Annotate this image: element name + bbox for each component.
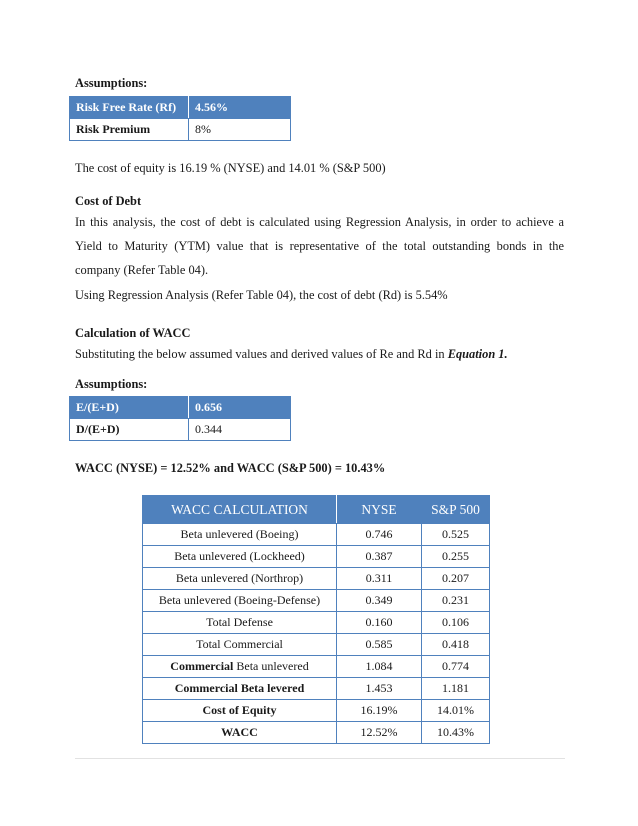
row-label: Beta unlevered (Northrop) — [143, 568, 337, 590]
row-label: Cost of Equity — [143, 700, 337, 722]
wacc-section-heading: Calculation of WACC — [75, 326, 191, 340]
row-label-bold: Commercial — [170, 659, 234, 673]
wacc-calculation-table — [142, 495, 490, 744]
row-label: Beta unlevered (Boeing) — [143, 524, 337, 546]
assumption-label: Risk Premium — [70, 119, 189, 141]
assumptions-heading-2: Assumptions: — [75, 377, 148, 391]
nyse-value: 0.387 — [337, 546, 422, 568]
footer-divider — [75, 758, 565, 759]
assumption-label: E/(E+D) — [70, 397, 189, 419]
sp500-value: 0.525 — [422, 524, 490, 546]
nyse-value: 1.084 — [337, 656, 422, 678]
assumptions-table-2 — [69, 396, 291, 441]
sp500-value: 0.106 — [422, 612, 490, 634]
table-row — [143, 590, 490, 612]
cost-of-equity-sentence: The cost of equity is 16.19 % (NYSE) and 14.01 % (S&P 500) — [75, 161, 386, 175]
table-row — [70, 97, 291, 119]
assumptions-heading-1: Assumptions: — [75, 76, 148, 90]
table-row — [143, 722, 490, 744]
nyse-value: 0.585 — [337, 634, 422, 656]
assumption-value: 0.344 — [189, 419, 291, 441]
table-row — [143, 546, 490, 568]
table-row — [143, 612, 490, 634]
nyse-value: 0.746 — [337, 524, 422, 546]
table-row — [143, 568, 490, 590]
table-row — [143, 634, 490, 656]
row-label: WACC — [143, 722, 337, 744]
assumption-value: 0.656 — [189, 397, 291, 419]
nyse-value: 16.19% — [337, 700, 422, 722]
assumption-label: Risk Free Rate (Rf) — [70, 97, 189, 119]
wacc-section-intro — [75, 342, 508, 366]
sp500-value: 10.43% — [422, 722, 490, 744]
assumption-value: 4.56% — [189, 97, 291, 119]
wacc-intro-text: Substituting the below assumed values and derived values of Re and Rd in — [75, 347, 448, 361]
row-label: Commercial Beta levered — [143, 678, 337, 700]
table-row — [70, 119, 291, 141]
row-label: Total Commercial — [143, 634, 337, 656]
sp500-value: 0.418 — [422, 634, 490, 656]
table-header-row — [143, 496, 490, 524]
table-row — [70, 419, 291, 441]
assumption-label: D/(E+D) — [70, 419, 189, 441]
assumptions-table-1 — [69, 96, 291, 141]
sp500-value: 0.255 — [422, 546, 490, 568]
nyse-value: 12.52% — [337, 722, 422, 744]
column-header: NYSE — [337, 496, 422, 524]
column-header: S&P 500 — [422, 496, 490, 524]
table-row — [143, 524, 490, 546]
table-row — [143, 656, 490, 678]
cost-of-debt-paragraph: In this analysis, the cost of debt is calculated using Regression Analysis, in order to achieve a Yield to Maturity (YTM) value that is representative of the total outstanding bonds in the company (Refer Table 04). — [75, 215, 564, 277]
row-label: Beta unlevered (Lockheed) — [143, 546, 337, 568]
cost-of-debt-result: Using Regression Analysis (Refer Table 04), the cost of debt (Rd) is 5.54% — [75, 288, 448, 302]
sp500-value: 14.01% — [422, 700, 490, 722]
nyse-value: 0.349 — [337, 590, 422, 612]
cost-of-debt-heading: Cost of Debt — [75, 194, 142, 208]
assumption-value: 8% — [189, 119, 291, 141]
nyse-value: 0.160 — [337, 612, 422, 634]
equation-reference: Equation 1. — [447, 347, 508, 361]
table-row — [143, 700, 490, 722]
sp500-value: 0.231 — [422, 590, 490, 612]
sp500-value: 0.774 — [422, 656, 490, 678]
wacc-result: WACC (NYSE) = 12.52% and WACC (S&P 500) = 10.43% — [75, 461, 386, 475]
table-row — [143, 678, 490, 700]
table-row — [70, 397, 291, 419]
row-label — [143, 656, 337, 678]
nyse-value: 0.311 — [337, 568, 422, 590]
nyse-value: 1.453 — [337, 678, 422, 700]
sp500-value: 0.207 — [422, 568, 490, 590]
column-header: WACC CALCULATION — [143, 496, 337, 524]
sp500-value: 1.181 — [422, 678, 490, 700]
row-label-rest: Beta unlevered — [233, 659, 309, 673]
row-label: Total Defense — [143, 612, 337, 634]
row-label: Beta unlevered (Boeing-Defense) — [143, 590, 337, 612]
